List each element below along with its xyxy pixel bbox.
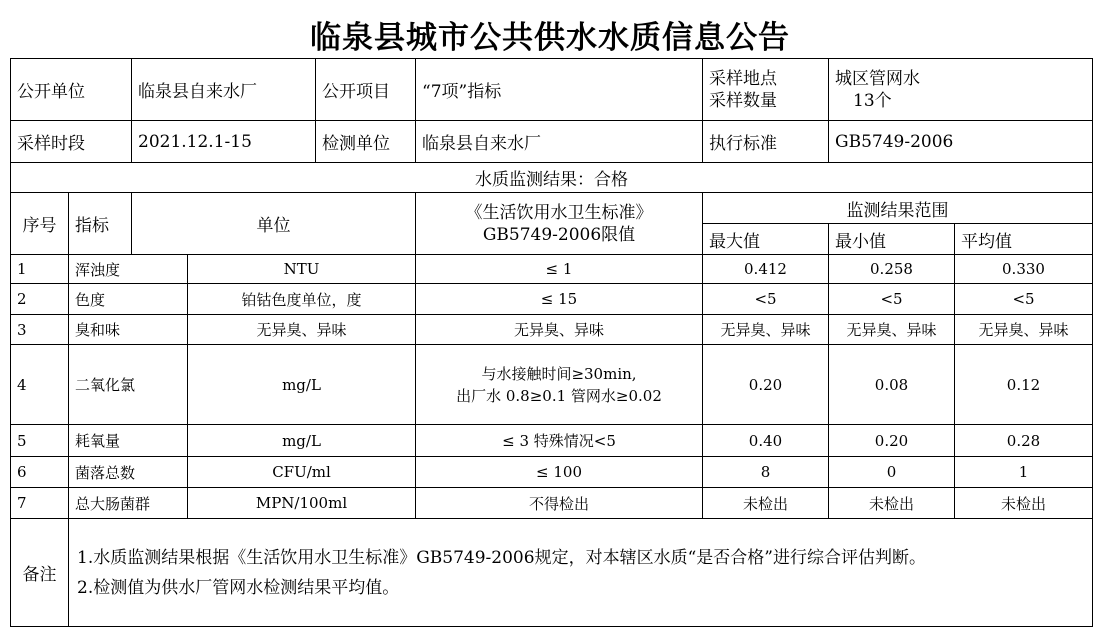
header-avg: 平均值 <box>955 224 1093 255</box>
notes-content <box>69 519 1093 627</box>
header-limit-line2: GB5749-2006限值 <box>482 224 636 245</box>
table-row <box>11 284 1093 315</box>
row-unit: 铂钴色度单位，度 <box>188 284 416 315</box>
row-unit: 无异臭、异味 <box>188 315 416 345</box>
table-row <box>11 488 1093 519</box>
row-unit: NTU <box>188 255 416 284</box>
row-min: <5 <box>829 284 955 315</box>
row-indicator: 浑浊度 <box>69 255 188 284</box>
row-max: 8 <box>703 457 829 488</box>
row-limit: 不得检出 <box>416 488 703 519</box>
row-avg: 1 <box>955 457 1093 488</box>
row-min: 无异臭、异味 <box>829 315 955 345</box>
sampling-site-count-values <box>829 59 1093 121</box>
row-max: <5 <box>703 284 829 315</box>
header-max: 最大值 <box>703 224 829 255</box>
public-unit-value: 临泉县自来水厂 <box>132 59 316 121</box>
notes-row <box>11 519 1093 627</box>
row-min: 0.20 <box>829 425 955 457</box>
detect-unit-label: 检测单位 <box>316 121 416 163</box>
header-unit: 单位 <box>132 193 416 255</box>
table-row <box>11 457 1093 488</box>
row-avg: 0.330 <box>955 255 1093 284</box>
page-title: 临泉县城市公共供水水质信息公告 <box>310 20 790 56</box>
row-max: 0.412 <box>703 255 829 284</box>
row-unit: MPN/100ml <box>188 488 416 519</box>
table-row <box>11 255 1093 284</box>
row-max: 0.20 <box>703 345 829 425</box>
row-avg: 0.28 <box>955 425 1093 457</box>
sampling-count-value: 13个 <box>853 90 892 111</box>
row-limit-line2: 出厂水 0.8≥0.1 管网水≥0.02 <box>456 386 662 405</box>
header-limit <box>416 193 703 255</box>
row-limit: 无异臭、异味 <box>416 315 703 345</box>
row-no: 6 <box>11 457 69 488</box>
water-quality-table <box>10 58 1093 627</box>
row-no: 2 <box>11 284 69 315</box>
row-unit: mg/L <box>188 345 416 425</box>
row-max: 0.40 <box>703 425 829 457</box>
row-indicator: 耗氧量 <box>69 425 188 457</box>
detect-unit-value: 临泉县自来水厂 <box>416 121 703 163</box>
row-indicator: 臭和味 <box>69 315 188 345</box>
standard-value: GB5749-2006 <box>829 121 1093 163</box>
sampling-period-value: 2021.12.1-15 <box>132 121 316 163</box>
note-line-2: 2.检测值为供水厂管网水检测结果平均值。 <box>77 577 400 598</box>
header-min: 最小值 <box>829 224 955 255</box>
sampling-period-label: 采样时段 <box>11 121 132 163</box>
notes-label: 备注 <box>11 519 69 627</box>
header-indicator: 指标 <box>69 193 132 255</box>
row-no: 5 <box>11 425 69 457</box>
row-unit: CFU/ml <box>188 457 416 488</box>
row-avg: <5 <box>955 284 1093 315</box>
info-row-1 <box>11 59 1093 121</box>
table-row <box>11 345 1093 425</box>
sampling-site-count-labels <box>703 59 829 121</box>
row-limit <box>416 345 703 425</box>
standard-label: 执行标准 <box>703 121 829 163</box>
table-row <box>11 315 1093 345</box>
result-banner-row <box>11 163 1093 193</box>
row-limit: ≤ 1 <box>416 255 703 284</box>
public-item-label: 公开项目 <box>316 59 416 121</box>
result-banner: 水质监测结果：合格 <box>11 163 1093 193</box>
row-avg: 无异臭、异味 <box>955 315 1093 345</box>
header-row-1 <box>11 193 1093 224</box>
sampling-count-label: 采样数量 <box>709 90 777 111</box>
row-max: 无异臭、异味 <box>703 315 829 345</box>
public-item-value: “7项”指标 <box>416 59 703 121</box>
table-row <box>11 425 1093 457</box>
header-limit-line1: 《生活饮用水卫生标准》 <box>465 202 653 223</box>
row-limit: ≤ 15 <box>416 284 703 315</box>
row-min: 未检出 <box>829 488 955 519</box>
row-indicator: 色度 <box>69 284 188 315</box>
row-indicator: 总大肠菌群 <box>69 488 188 519</box>
header-range: 监测结果范围 <box>703 193 1093 224</box>
row-limit: ≤ 3 特殊情况<5 <box>416 425 703 457</box>
row-min: 0.08 <box>829 345 955 425</box>
note-line-1: 1.水质监测结果根据《生活饮用水卫生标准》GB5749-2006规定，对本辖区水质“是否合格”进行综合评估判断。 <box>77 547 926 568</box>
row-no: 7 <box>11 488 69 519</box>
row-indicator: 二氧化氯 <box>69 345 188 425</box>
header-no: 序号 <box>11 193 69 255</box>
sampling-site-label: 采样地点 <box>709 68 777 89</box>
row-unit: mg/L <box>188 425 416 457</box>
row-no: 4 <box>11 345 69 425</box>
sampling-site-value: 城区管网水 <box>835 68 920 89</box>
public-unit-label: 公开单位 <box>11 59 132 121</box>
row-no: 1 <box>11 255 69 284</box>
row-min: 0 <box>829 457 955 488</box>
row-avg: 0.12 <box>955 345 1093 425</box>
row-max: 未检出 <box>703 488 829 519</box>
row-limit: ≤ 100 <box>416 457 703 488</box>
row-limit-line1: 与水接触时间≥30min, <box>481 364 637 383</box>
row-no: 3 <box>11 315 69 345</box>
info-row-2 <box>11 121 1093 163</box>
row-min: 0.258 <box>829 255 955 284</box>
row-avg: 未检出 <box>955 488 1093 519</box>
row-indicator: 菌落总数 <box>69 457 188 488</box>
